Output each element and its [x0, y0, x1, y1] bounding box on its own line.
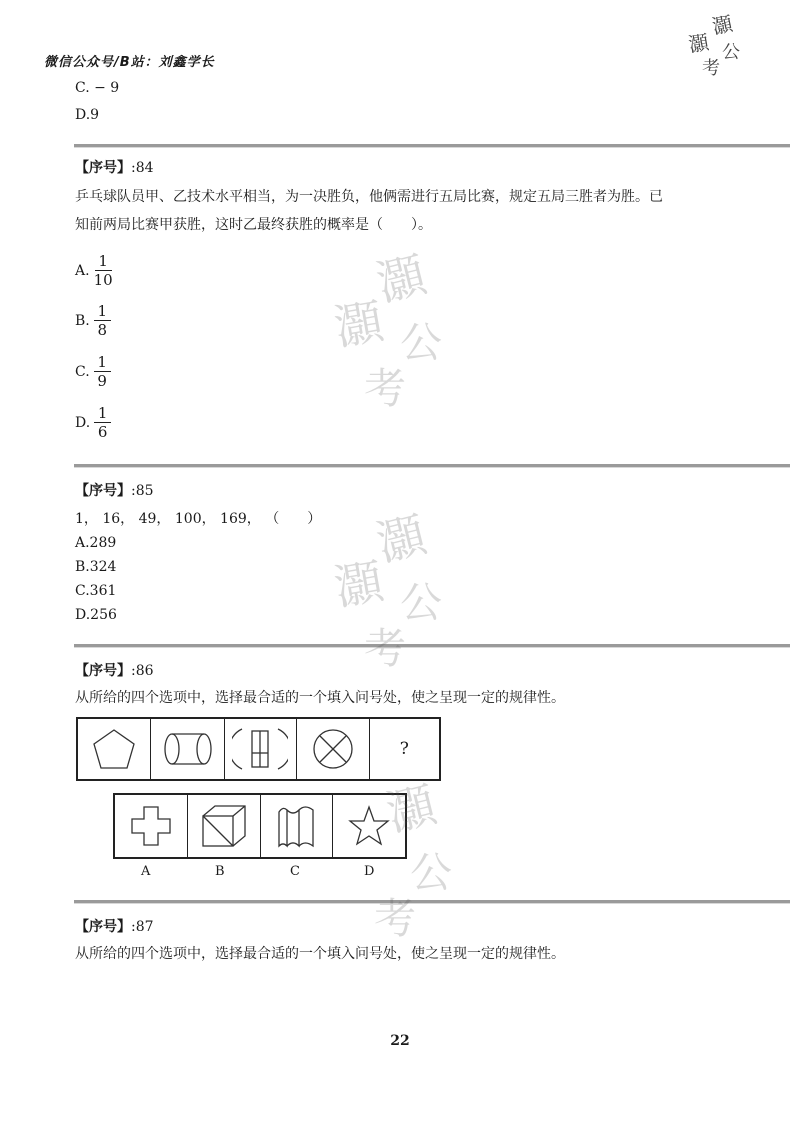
question-mark-cell: [370, 719, 439, 779]
svg-text:灝: 灝: [371, 506, 432, 573]
separator: [74, 644, 790, 648]
q84-option-c-den: 9: [97, 372, 107, 390]
q86-label: 【序号】: [75, 663, 131, 679]
star-icon: [346, 803, 392, 849]
q84-option-a: [75, 252, 113, 289]
svg-text:考: 考: [364, 624, 407, 673]
figure-cell: [225, 719, 297, 779]
svg-text:灝: 灝: [686, 29, 711, 57]
cylinder-icon: [160, 729, 216, 769]
q84-option-b-den: 8: [97, 321, 108, 339]
q85-option-b: B.324: [75, 559, 117, 575]
q87-number: :87: [131, 919, 154, 935]
q84-option-c-fraction: [94, 353, 111, 390]
page-number: 22: [390, 1033, 410, 1049]
option-cell-b: [188, 795, 260, 857]
q84-option-d-fraction: [94, 404, 111, 441]
circle-cross-icon: [310, 726, 356, 772]
option-label-c: C: [290, 864, 300, 879]
cube-icon: [199, 802, 249, 850]
cross-shape-icon: [128, 803, 174, 849]
figure-cell: [151, 719, 224, 779]
q84-option-a-letter: A.: [75, 262, 90, 279]
q84-option-d-den: 6: [97, 423, 108, 441]
q84-option-d-num: 1: [97, 404, 108, 422]
q86-stem: 从所给的四个选项中，选择最合适的一个填入问号处，使之呈现一定的规律性。: [75, 690, 565, 706]
q87-label: 【序号】: [75, 919, 131, 935]
watermark-logo: [330, 505, 470, 675]
svg-text:灝: 灝: [371, 246, 432, 313]
svg-text:灝: 灝: [381, 776, 442, 843]
svg-text:公: 公: [410, 848, 453, 897]
q84-option-a-num: 1: [98, 252, 108, 270]
q84-stem-line1: 乒乓球队员甲、乙技术水平相当，为一决胜负，他俩需进行五局比赛，规定五局三胜者为胜。已: [75, 189, 663, 205]
option-cell-c: [261, 795, 333, 857]
svg-text:考: 考: [364, 364, 407, 413]
header-text: 微信公众号/B站：刘鑫学长: [44, 55, 215, 70]
q84-option-b-fraction: [94, 302, 111, 339]
q86-question-figures: [76, 717, 441, 781]
q84-option-d: [75, 404, 111, 441]
watermark-logo: [330, 245, 470, 415]
q87-header: [75, 916, 154, 936]
q85-header: [75, 480, 154, 500]
brand-logo: [680, 8, 760, 80]
separator: [74, 900, 790, 904]
q84-option-b-num: 1: [97, 302, 108, 320]
q84-option-c-letter: C.: [75, 363, 90, 380]
q86-header: [75, 660, 154, 680]
option-cell-a: [115, 795, 188, 857]
folded-paper-icon: [273, 802, 319, 850]
svg-text:灝: 灝: [710, 11, 735, 39]
svg-text:考: 考: [702, 58, 720, 79]
q84-option-a-fraction: [94, 252, 113, 289]
q85-option-a: A.289: [75, 535, 117, 551]
separator: [74, 144, 790, 148]
q86-number: :86: [131, 663, 154, 679]
q84-option-d-letter: D.: [75, 414, 91, 431]
option-label-d: D: [364, 864, 375, 879]
figure-cell: [297, 719, 369, 779]
svg-text:公: 公: [722, 42, 740, 63]
q84-header: [75, 157, 154, 177]
q85-option-c: C.361: [75, 583, 117, 599]
separator: [74, 464, 790, 468]
q84-option-b-letter: B.: [75, 312, 90, 329]
q84-label: 【序号】: [75, 160, 131, 176]
svg-text:公: 公: [400, 318, 443, 367]
q84-number: :84: [131, 160, 154, 176]
q84-option-c: [75, 353, 111, 390]
svg-text:灝: 灝: [330, 553, 388, 617]
q85-option-d: D.256: [75, 607, 117, 623]
q84-stem-line2: 知前两局比赛甲获胜，这时乙最终获胜的概率是（ ）。: [75, 217, 432, 233]
q85-number: :85: [131, 483, 154, 499]
question-mark: ?: [399, 739, 409, 759]
svg-text:公: 公: [400, 578, 443, 627]
q87-stem: 从所给的四个选项中，选择最合适的一个填入问号处，使之呈现一定的规律性。: [75, 946, 565, 962]
prev-option-c: C. − 9: [75, 80, 120, 96]
prev-option-d: D.9: [75, 107, 100, 123]
figure-cell: [78, 719, 151, 779]
q85-label: 【序号】: [75, 483, 131, 499]
rectangle-with-arcs-icon: [232, 725, 288, 773]
q86-option-figures: [113, 793, 407, 859]
option-label-a: A: [141, 864, 151, 879]
pentagon-icon: [91, 727, 137, 771]
svg-text:灝: 灝: [330, 293, 388, 357]
q84-option-a-den: 10: [93, 271, 113, 289]
q85-stem: 1， 16， 49， 100， 169， （ ）: [75, 511, 322, 527]
option-label-b: B: [215, 864, 225, 879]
option-cell-d: [333, 795, 405, 857]
q84-option-c-num: 1: [97, 353, 107, 371]
q84-option-b: [75, 302, 111, 339]
svg-text:考: 考: [374, 894, 417, 943]
q84-stem: [75, 183, 765, 239]
